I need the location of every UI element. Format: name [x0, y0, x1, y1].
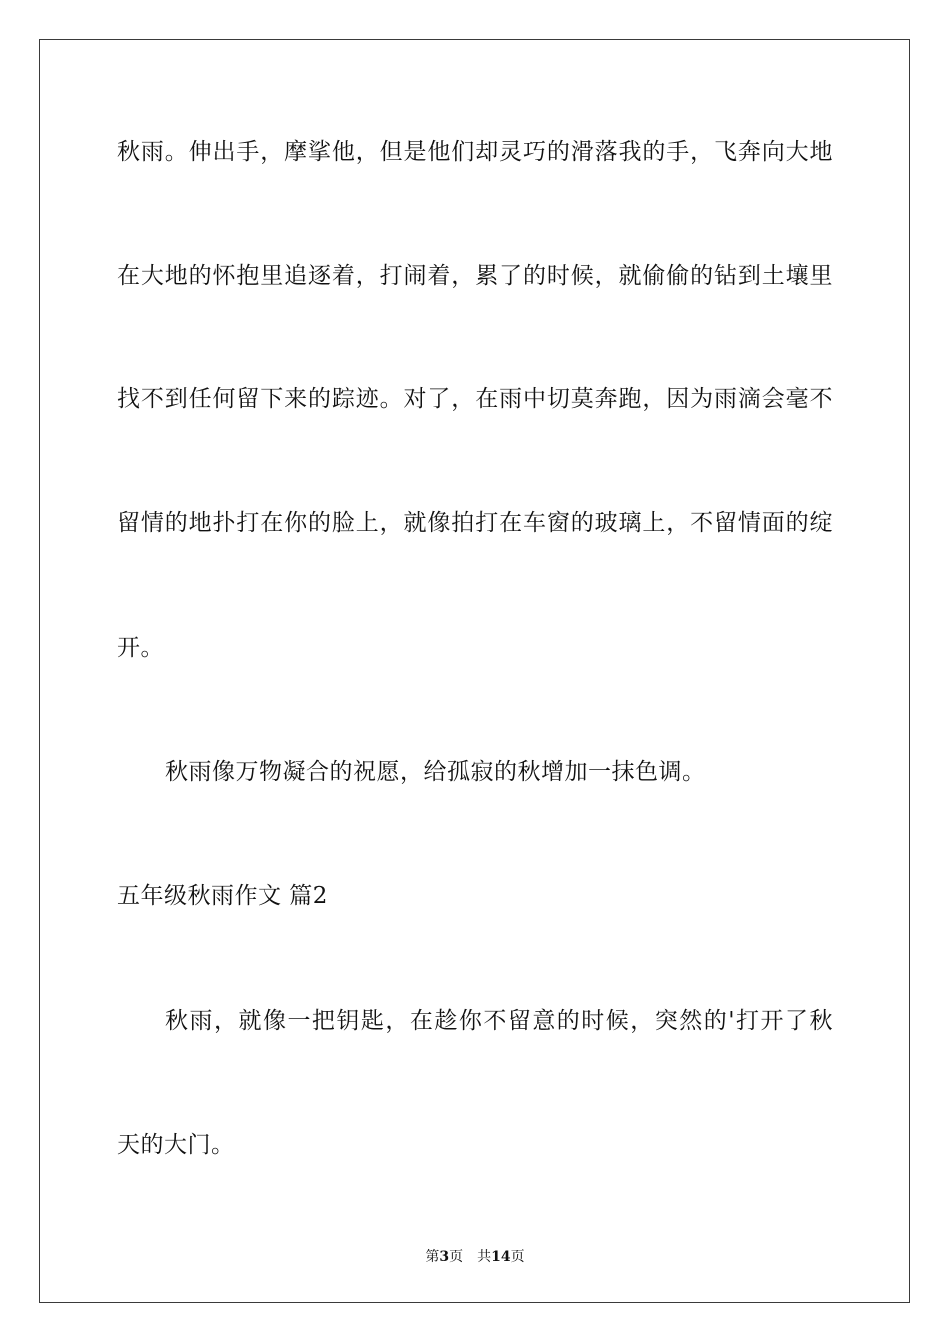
body-text-line-1: 秋雨。伸出手，摩挲他，但是他们却灵巧的滑落我的手，飞奔向大地: [117, 139, 833, 165]
body-text-line-5: 开。: [117, 635, 164, 661]
footer-page-current: 3: [439, 1249, 450, 1265]
section-heading: 五年级秋雨作文 篇2: [117, 883, 328, 909]
footer-page-total: 14: [491, 1249, 511, 1265]
paragraph-text: 秋雨像万物凝合的祝愿，给孤寂的秋增加一抹色调。: [165, 759, 706, 785]
footer-total-suffix: 页: [510, 1249, 525, 1265]
body-text-line-6: 秋雨，就像一把钥匙，在趁你不留意的时候，突然的'打开了秋: [165, 1008, 833, 1034]
body-text-line-7: 天的大门。: [117, 1132, 235, 1158]
footer-total-prefix: 共: [477, 1249, 492, 1265]
page-border: [39, 39, 910, 1303]
footer-page-suffix: 页: [449, 1249, 464, 1265]
footer-page-prefix: 第: [425, 1249, 440, 1265]
page-footer: [0, 1248, 950, 1266]
body-text-line-3: 找不到任何留下来的踪迹。对了，在雨中切莫奔跑，因为雨滴会毫不: [117, 386, 833, 412]
body-text-line-4: 留情的地扑打在你的脸上，就像拍打在车窗的玻璃上，不留情面的绽: [117, 510, 833, 536]
body-text-line-2: 在大地的怀抱里追逐着，打闹着，累了的时候，就偷偷的钻到土壤里: [117, 263, 833, 289]
